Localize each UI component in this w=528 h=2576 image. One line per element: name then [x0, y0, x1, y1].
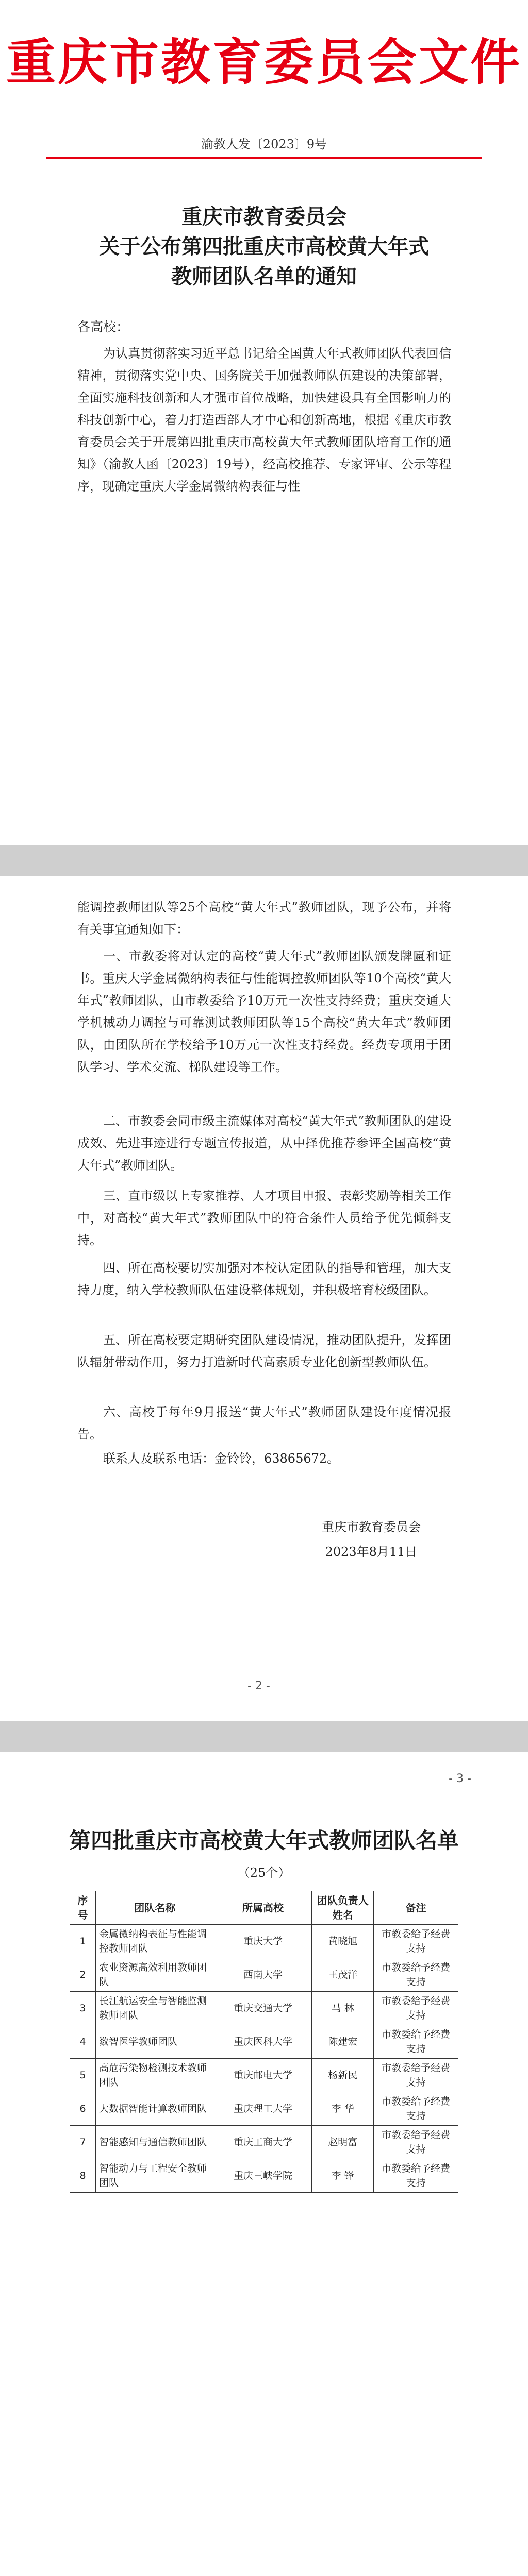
cell-leader: 王茂洋: [312, 1958, 374, 1992]
cell-index: 5: [70, 2059, 96, 2092]
cell-index: 8: [70, 2159, 96, 2193]
cell-university: 重庆三峡学院: [214, 2159, 312, 2193]
roster-count: （25个）: [237, 1866, 291, 1880]
cell-team-name: 智能动力与工程安全教师团队: [95, 2159, 214, 2193]
paragraph-item-1: 一、市教委将对认定的高校“黄大年式”教师团队颁发牌匾和证书。重庆大学金属微纳构表征与性能调控教师团队等10个高校“黄大年式”教师团队，由市教委给予10万元一次性支持经费；重庆交通大学机械动力调控与可靠测试教师团队等15个高校“黄大年式”教师团队，由团队所在学校给予10万元一次性支持经费。经费专项用于团队学习、学术交流、梯队建设等工作。: [77, 949, 451, 1074]
cell-leader: 陈建宏: [312, 2025, 374, 2059]
table-header-row: [70, 1891, 458, 1925]
cell-index: 6: [70, 2092, 96, 2126]
header-cell: 所属高校: [214, 1891, 312, 1925]
cell-note: 市教委给予经费支持: [374, 2025, 458, 2059]
paragraph-item-5: 五、所在高校要定期研究团队建设情况，推动团队提升，发挥团队辐射带动作用，努力打造新时代高素质专业化创新型教师队伍。: [77, 1333, 451, 1369]
cell-note: 市教委给予经费支持: [374, 1992, 458, 2025]
roster-table-part-1: [70, 1891, 458, 2193]
page-number: - 3 -: [449, 1772, 471, 1785]
cell-leader: 李 锋: [312, 2159, 374, 2193]
table-row: [70, 2059, 458, 2092]
paragraph-item-3: 三、直市级以上专家推荐、人才项目申报、表彰奖励等相关工作中，对高校“黄大年式”教师团队中的符合条件人员给予优先倾斜支持。: [77, 1189, 451, 1247]
header-cell: 备注: [374, 1891, 458, 1925]
cell-team-name: 高危污染物检测技术教师团队: [95, 2059, 214, 2092]
contact-line: 联系人及联系电话：金铃铃，63865672。: [103, 1451, 340, 1466]
cell-team-name: 大数据智能计算教师团队: [95, 2092, 214, 2126]
cell-note: 市教委给予经费支持: [374, 1958, 458, 1992]
cell-note: 市教委给予经费支持: [374, 2126, 458, 2159]
cell-index: 2: [70, 1958, 96, 1992]
cell-leader: 黄晓旭: [312, 1925, 374, 1958]
notice-title-line-3: 教师团队名单的通知: [171, 264, 357, 289]
cell-university: 重庆大学: [214, 1925, 312, 1958]
header-cell: 序号: [70, 1891, 96, 1925]
roster-title: 第四批重庆市高校黄大年式教师团队名单: [69, 1828, 459, 1853]
notice-title-line-1: 重庆市教育委员会: [182, 205, 346, 229]
cell-university: 重庆理工大学: [214, 2092, 312, 2126]
signature-date: 2023年8月11日: [325, 1545, 418, 1559]
salutation: 各高校：: [77, 319, 129, 334]
cell-team-name: 农业资源高效利用教师团队: [95, 1958, 214, 1992]
cell-leader: 李 华: [312, 2092, 374, 2126]
cell-team-name: 数智医学教师团队: [95, 2025, 214, 2059]
cell-note: 市教委给予经费支持: [374, 2159, 458, 2193]
cell-team-name: 智能感知与通信教师团队: [95, 2126, 214, 2159]
cell-index: 7: [70, 2126, 96, 2159]
cell-index: 1: [70, 1925, 96, 1958]
table-row: [70, 2126, 458, 2159]
cell-team-name: 长江航运安全与智能监测教师团队: [95, 1992, 214, 2025]
signature-block: [289, 1515, 454, 1564]
cell-note: 市教委给予经费支持: [374, 1925, 458, 1958]
red-divider: [46, 157, 482, 159]
table-row: [70, 1958, 458, 1992]
table-row: [70, 2159, 458, 2193]
table-row: [70, 1992, 458, 2025]
page-number: - 2 -: [248, 1680, 270, 1692]
table-row: [70, 2092, 458, 2126]
header-cell: 团队名称: [95, 1891, 214, 1925]
paragraph-intro: 为认真贯彻落实习近平总书记给全国黄大年式教师团队代表回信精神，贯彻落实党中央、国务院关于加强教师队伍建设的决策部署，全面实施科技创新和人才强市首位战略，加快建设具有全国影响力的科技创新中心，着力打造西部人才中心和创新高地，根据《重庆市教育委员会关于开展第四批重庆市高校黄大年式教师团队培育工作的通知》（渝教人函〔2023〕19号），经高校推荐、专家评审、公示等程序，现确定重庆大学金属微纳构表征与性: [77, 346, 451, 494]
notice-title: [0, 202, 528, 292]
cell-leader: 赵明富: [312, 2126, 374, 2159]
paragraph-item-2: 二、市教委会同市级主流媒体对高校“黄大年式”教师团队的建设成效、先进事迹进行专题宣传报道，从中择优推荐参评全国高校“黄大年式”教师团队。: [77, 1114, 451, 1173]
cell-leader: 杨新民: [312, 2059, 374, 2092]
paragraph-item-4: 四、所在高校要切实加强对本校认定团队的指导和管理，加大支持力度，纳入学校教师队伍建设整体规划，并积极培育校级团队。: [77, 1261, 451, 1297]
table-row: [70, 1925, 458, 1958]
cell-index: 4: [70, 2025, 96, 2059]
cell-team-name: 金属微纳构表征与性能调控教师团队: [95, 1925, 214, 1958]
paragraph-continuation: 能调控教师团队等25个高校“黄大年式”教师团队，现予公布，并将有关事宜通知如下：: [77, 900, 451, 937]
header-cell: 团队负责人姓名: [312, 1891, 374, 1925]
cell-leader: 马 林: [312, 1992, 374, 2025]
signature-org: 重庆市教育委员会: [322, 1520, 421, 1534]
paragraph-item-6: 六、高校于每年9月报送“黄大年式”教师团队建设年度情况报告。: [77, 1405, 451, 1442]
masthead: 重庆市教育委员会文件: [6, 33, 522, 91]
notice-title-line-2: 关于公布第四批重庆市高校黄大年式: [99, 234, 429, 259]
cell-university: 西南大学: [214, 1958, 312, 1992]
cell-note: 市教委给予经费支持: [374, 2059, 458, 2092]
cell-index: 3: [70, 1992, 96, 2025]
page-1: [0, 0, 528, 845]
cell-note: 市教委给予经费支持: [374, 2092, 458, 2126]
table-row: [70, 2025, 458, 2059]
page-3: [0, 1752, 528, 2576]
cell-university: 重庆医科大学: [214, 2025, 312, 2059]
cell-university: 重庆邮电大学: [214, 2059, 312, 2092]
doc-number: 渝教人发〔2023〕9号: [201, 137, 327, 151]
page-2: [0, 876, 528, 1721]
cell-university: 重庆交通大学: [214, 1992, 312, 2025]
cell-university: 重庆工商大学: [214, 2126, 312, 2159]
